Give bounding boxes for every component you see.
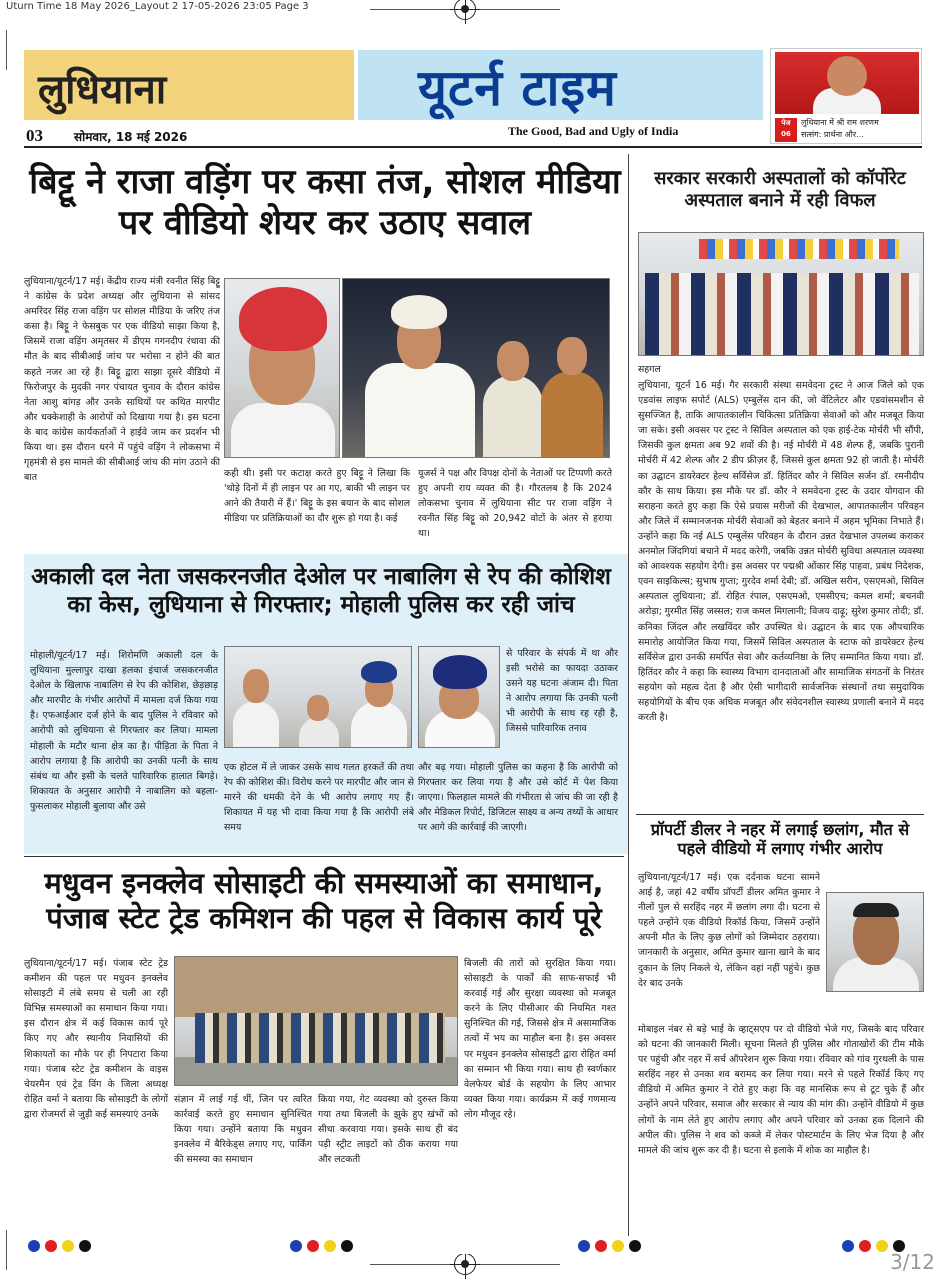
promo-person-face	[827, 56, 867, 96]
issue-date: सोमवार, 18 मई 2026	[74, 130, 188, 144]
masthead-rule	[24, 146, 922, 148]
group-person-1	[233, 701, 279, 748]
story3-headline: मधुवन इनक्लेव सोसाइटी की समस्याओं का समाधान, पंजाब स्टेट ट्रेड कमिशन की पहल से विकास कार्य पूरे	[44, 866, 604, 935]
promo-text	[801, 117, 921, 141]
crop-line-top	[480, 9, 560, 10]
newspaper-page	[18, 42, 930, 1254]
masthead-tagline: The Good, Bad and Ugly of India	[508, 124, 679, 138]
column-divider	[628, 154, 629, 1236]
page-number: 03	[26, 126, 43, 145]
story2-column-3a: से परिवार के संपर्क में था और इसी भरोसे का फायदा उठाकर उसने यह घटना अंजाम दी। पिता ने आरोप लगाया कि उनकी पत्नी भी आरोपी के साथ रह रही है, जिससे पारिवारिक तनाव	[506, 648, 618, 735]
promo-line-1: लुधियाना में श्री राम शरणम	[801, 118, 879, 127]
dot-blue	[842, 1240, 854, 1252]
story1-column-2: कही थी। इसी पर कटाक्ष करते हुए बिट्टू ने लिखा कि 'थोड़े दिनों में ही लाइन पर आ गए, बाकी भी लाइन पर आने की तैयारी में हैं।' बिट्टू के इस बयान के बाद सोशल मीडिया पर प्रतिक्रियाओं का दौर शुरू हो गया है। कई	[224, 468, 410, 525]
dot-red	[595, 1240, 607, 1252]
story5-intro: लुधियाना/यूटर्न/17 मई। एक दर्दनाक घटना सामने आई है, जहां 42 वर्षीय प्रॉपर्टी डीलर अमित कुमार ने नीलों पुल से सरहिंद नहर में छलांग लगा दी। घटना से पहले उन्होंने एक वीडियो रिकॉर्ड किया, जिसमें उन्होंने अपनी मौत के लिए कुछ लोगों को जिम्मेदार ठहराया। जानकारी के अनुसार, अमित कुमार खाना खाने के बाद दुकान के लिए निकले थे, लेकिन वहां नहीं पहुंचे। कुछ देर बाद उनके	[638, 872, 820, 989]
masthead-city: लुधियाना	[38, 67, 167, 113]
section-rule	[24, 856, 624, 857]
dot-yellow	[324, 1240, 336, 1252]
story2-photo-accused	[418, 646, 500, 748]
portrait-shirt	[231, 403, 335, 458]
page-counter: 3/12	[890, 1250, 935, 1274]
dot-red	[307, 1240, 319, 1252]
crop-line-bottom	[480, 1264, 560, 1265]
crowd-person-2	[483, 375, 543, 458]
story2-column-2: एक होटल में ले जाकर उसके साथ गलत हरकतें की तथा रेप की कोशिश की। विरोध करने पर मारपीट और जान से मारने की धमकी देने के भी आरोप लगाए गए हैं। शिकायत में यह भी दावा किया गया है कि आरोपी लंबे समय	[224, 762, 414, 834]
dot-black	[79, 1240, 91, 1252]
print-slug: Uturn Time 18 May 2026_Layout 2 17-05-2026 23:05 Page 3	[6, 1, 309, 12]
group-person-2	[299, 717, 339, 748]
dot-yellow	[612, 1240, 624, 1252]
story5-headline: प्रॉपर्टी डीलर ने नहर में लगाई छलांग, मौत से पहले वीडियो में लगाए गंभीर आरोप	[650, 820, 910, 859]
story3-column-2: संज्ञान में लाई गई थीं, जिन पर त्वरित कार्रवाई करते हुए समाधान सुनिश्चित किया गया। उन्होंने बताया कि मधुवन इनक्लेव में बैरिकेड्स लगाए गए, पार्किंग की समस्या का समाधान	[174, 1094, 312, 1166]
dot-yellow	[62, 1240, 74, 1252]
color-dots-center-right	[578, 1240, 641, 1252]
story5-body: मोबाइल नंबर से बड़े भाई के व्हाट्सएप पर दो वीडियो भेजे गए, जिसके बाद परिवार को घटना की जानकारी मिली। सूचना मिलते ही पुलिस और गोताखोरों की टीम मौके पर पहुंची और नहर में सर्च ऑपरेशन शुरू किया गया। रविवार को गांव गुरथली के पास सरहिंद नहर से उनका शव बरामद कर लिया गया। मरने से पहले रिकॉर्ड किए गए वीडियो में अमित कुमार ने रोते हुए कहा कि वह मानसिक रूप से टूट चुके हैं और उन्होंने अपने परिवार, समाज और सरकार से न्याय की मांग की। उन्होंने वीडियो में कुछ लोगों के नाम लेते हुए आरोप लगाए और अपने परिवार को उनका हक दिलाने की अपील की। पुलिस ने शव को कब्जे में लेकर पोस्टमार्टम के लिए भेज दिया है और मामले की जांच शुरू कर दी है। घटना से इलाके में शोक का माहौल है।	[638, 1024, 924, 1156]
right-section-rule	[636, 814, 924, 815]
dot-blue	[28, 1240, 40, 1252]
color-dots-center	[290, 1240, 353, 1252]
story2-photo-group	[224, 646, 412, 748]
group-person-3	[351, 701, 407, 748]
crowd-person-main-turban	[391, 295, 447, 329]
story2-column-3b: और बढ़ गया। मोहाली पुलिस का कहना है कि आरोपी को गिरफ्तार कर लिया गया है और उसे कोर्ट में पेश किया जाएगा। फिलहाल मामले की गंभीरता से जांच की जा रही है और मेडिकल रिपोर्ट, डिजिटल साक्ष्य व अन्य तथ्यों के आधार पर आगे की कार्रवाई की जाएगी।	[418, 762, 618, 834]
story3-column-1: लुधियाना/यूटर्न/17 मई। पंजाब स्टेट ट्रेड कमीशन की पहल पर मधुवन इनक्लेव सोसाइटी में लंबे समय से चली आ रही विभिन्न समस्याओं का समाधान किया गया। इस दौरान क्षेत्र में कई विकास कार्य पूरे किए गए और स्थानीय निवासियों की शिकायतों का मौके पर ही निपटारा किया गया। पंजाब स्टेट ट्रेड कमीशन के वाइस चेयरमैन एवं ट्रेड विंग के जिला अध्यक्ष रोहित वर्मा ने बताया कि सोसाइटी के लोगों द्वारा रोजमर्रा से जुड़ी कई समस्याएं उनके	[24, 958, 168, 1120]
crowd-person-2-face	[497, 341, 529, 381]
story1-column-3: यूजर्स ने पक्ष और विपक्ष दोनों के नेताओं पर टिप्पणी करते हुए अपनी राय व्यक्त की है। गौरतलब है कि 2024 लोकसभा चुनाव में लुधियाना सीट पर राजा वड़िंग ने रवनीत सिंह बिट्टू को 20,942 वोटों के अंतर से हराया था।	[418, 468, 612, 540]
story4-body: लुधियाना, यूटर्न 16 मई। गैर सरकारी संस्था समवेदना ट्रस्ट ने आज जिले को एक एडवांस लाइफ सपोर्ट (ALS) एम्बुलेंस दान की, जो वेंटिलेटर और एडवांसमशीन से सुसज्जित है, ताकि आपातकालीन चिकित्सा प्रतिक्रिया सेवाओं को और मजबूत किया जा सके। इसी अवसर पर ट्रस्ट ने सिविल अस्पताल को एक हाई-टेक मोर्चरी भी सौंपी, जिसकी कुल क्षमता अब 92 शवों की है। नई मोर्चरी में 48 शेल्फ हैं, जबकि पुरानी मोर्चरी में 42 शेल्फ और 2 डीप फ्रीज़र हैं, जिससे कुल क्षमता 92 हो जाती है। मोर्चरी का उद्घाटन डायरेक्टर हेल्थ सर्विसेज डॉ. हितिंदर कौर ने सिविल सर्जन डॉ. रमनीदीप कौर के साथ किया। इस मौके पर डॉ. कौर ने समवेदना ट्रस्ट के उदार योगदान की सराहना करते हुए कहा कि ऐसे प्रयास मरीजों की देखभाल, आपातकालीन परिवहन और जिले में सम्मानजनक मोर्चरी सेवाओं को बेहतर बनाने में अहम भूमिका निभाते हैं। उन्होंने कहा कि नई ALS एम्बुलेंस परिवहन के दौरान उन्नत देखभाल उपलब्ध कराकर अनमोल जिंदगियां बचाने में मदद करेगी, जबकि उन्नत मोर्चरी सुविधा अस्पताल व्यवस्था को आवश्यक सहयोग देगी। इस अवसर पर पद्मश्री ओंकार सिंह पाहवा, प्रबंध निदेशक, एवन साइकिल्स; सुभाष गुप्ता; गुरदेव शर्मा देबी; डॉ. अखिल सरीन, एसएमओ, सिविल अस्पताल लुधियाना; डॉ. रोहित रंपाल, एसएमओ, एमसीएच; कमल शर्मा; बचनवी अरोड़ा; गुरमीत सिंह जस्सल; राज कमल मिगलानी; विजय दाढ़ू; सुरेश कुमार तोदी; डॉ. कनिका जिंदल और लखविंदर कौर उपस्थित थे। उद्घाटन के बाद एक औपचारिक समारोह आयोजित किया गया, जिसमें सिविल अस्पताल के स्टाफ को डायरेक्टर हेल्थ सर्विसेज द्वारा उनकी समर्पित सेवा और कर्तव्यनिष्ठा के लिए सम्मानित किया गया। डॉ. हितिंदर कौर ने कहा कि स्वास्थ्य विभाग दानदाताओं और सामाजिक संगठनों के निरंतर सहयोग को महत्व देता है और ऐसी भागीदारी सार्वजनिक संस्थानों तथा समुदायिक सहयोगियों के बीच एक अधिक मजबूत और संवेदनशील स्वास्थ्य प्रणाली बनाने में मदद करती है।	[638, 380, 924, 724]
promo-line-2: सत्संग: प्रार्थना और...	[801, 130, 864, 139]
ambulance-balloons	[699, 239, 899, 259]
ambulance-people	[645, 273, 919, 356]
victim-hair	[853, 903, 899, 917]
dot-red	[45, 1240, 57, 1252]
dot-black	[629, 1240, 641, 1252]
story1-photo-crowd	[342, 278, 610, 458]
promo-page-label: पेज	[781, 119, 791, 127]
crop-line-top	[370, 9, 450, 10]
dot-black	[341, 1240, 353, 1252]
accused-turban	[433, 655, 487, 689]
dot-blue	[290, 1240, 302, 1252]
story4-headline: सरकार सरकारी अस्पतालों को कॉर्पोरेट अस्पताल बनाने में रही विफल	[654, 168, 906, 211]
dot-yellow	[876, 1240, 888, 1252]
portrait-turban	[239, 287, 327, 351]
dot-red	[859, 1240, 871, 1252]
color-dots-left	[28, 1240, 91, 1252]
crowd-person-main-shirt	[365, 363, 475, 458]
crop-line-bottom	[370, 1264, 450, 1265]
society-people	[195, 1013, 445, 1063]
group-person-2-face	[307, 695, 329, 721]
crowd-person-3	[541, 371, 603, 458]
story1-photo-portrait	[224, 278, 340, 458]
story4-photo-ambulance	[638, 232, 924, 356]
group-person-3-turban	[361, 661, 397, 683]
story2-headline: अकाली दल नेता जसकरनजीत देओल पर नाबालिग से रेप की कोशिश का केस, लुधियाना से गिरफ्तार; मोहाली पुलिस कर रही जांच	[31, 564, 611, 618]
story3-column-3: किया गया, गेट व्यवस्था को दुरुस्त किया गया तथा बिजली के झुके हुए खंभों को सीधा करवाया गया। इसके साथ ही बंद पड़ी स्ट्रीट लाइटों को ठीक कराया गया और लटकती	[318, 1094, 458, 1166]
crowd-person-3-face	[557, 337, 587, 375]
dot-blue	[578, 1240, 590, 1252]
masthead-title-panel	[358, 50, 763, 120]
promo-photo	[775, 52, 919, 114]
promo-page-number: 06	[781, 130, 791, 138]
crop-line-left	[6, 1230, 7, 1270]
promo-page-badge	[775, 118, 797, 142]
story3-photo-society	[174, 956, 458, 1086]
registration-mark-top	[454, 0, 476, 20]
promo-box[interactable]	[770, 48, 922, 144]
group-person-1-face	[243, 669, 269, 703]
story1-headline: बिट्टू ने राजा वड़िंग पर कसा तंज, सोशल मीडिया पर वीडियो शेयर कर उठाए सवाल	[29, 162, 621, 243]
society-building	[175, 957, 458, 1017]
crop-line-left	[6, 30, 7, 70]
story5-photo-victim	[826, 892, 924, 992]
masthead-title: यूटर्न टाइम	[418, 59, 617, 117]
registration-mark-bottom	[454, 1253, 476, 1275]
masthead-city-panel	[24, 50, 354, 120]
story4-dateline: सहगल	[638, 364, 661, 375]
story1-column-1: लुधियाना/यूटर्न/17 मई। केंद्रीय राज्य मंत्री रवनीत सिंह बिट्टू ने कांग्रेस के प्रदेश अध्यक्ष और लुधियाना से सांसद अमरिंदर सिंह राजा वड़िंग पर सोशल मीडिया के जरिए तंज कसा है। बिट्टू ने फेसबुक पर एक वीडियो साझा किया है, जिसमें राजा वड़िंग अमृतसर में डीएम गगनदीप रंधावा की मौत के बाद सीबीआई जांच पर भरोसा न होने की बात कहते नजर आ रहे हैं। बिट्टू द्वारा साझा दूसरे वीडियो में फिरोजपुर के मुदकी नगर पंचायत चुनाव के दौरान कांग्रेस नेता आशु बांगड़ और उनके साथियों पर कथित मारपीट और धक्केशाही के आरोपों को दिखाया गया है। इस घटना के बाद कांग्रेस कार्यकर्ताओं ने हाईवे जाम कर प्रदर्शन भी किया था। इस दौरान धरने में पहुंचे वड़िंग ने लोकसभा में गृहमंत्री से इस मामले की सीबीआई जांच की मांग उठाने की बात	[24, 276, 220, 484]
story3-column-4: बिजली की तारों को सुरक्षित किया गया। सोसाइटी के पार्कों की साफ-सफाई भी करवाई गई और सुरक्षा व्यवस्था को मजबूत करने के लिए पीसीआर की नियमित गश्त सुनिश्चित की गई, जिससे क्षेत्र में असामाजिक तत्वों में भय का माहौल बना है। इस अवसर पर मधुवन इनक्लेव सोसाइटी द्वारा रोहित वर्मा का सम्मान भी किया गया। साथ ही स्वर्णकार वेलफेयर बोर्ड के सहयोग के लिए आभार व्यक्त किया गया। कार्यक्रम में कई गणमान्य लोग मौजूद रहे।	[464, 958, 616, 1120]
story2-column-1: मोहाली/यूटर्न/17 मई। शिरोमणि अकाली दल के लुधियाना मुल्लापुर दाखा हलका इंचार्ज जसकरनजीत देओल के खिलाफ नाबालिग से रेप की कोशिश, छेड़छाड़ और मारपीट के गंभीर आरोपों में मामला दर्ज किया गया है। एफआईआर दर्ज होने के बाद पुलिस ने रविवार को आरोपी को लुधियाना से गिरफ्तार कर लिया। मामला मोहाली के मटौर थाना क्षेत्र का है। पीड़िता के पिता ने आरोप लगाया है कि आरोपी का उनकी पत्नी के साथ संबंध था और इसी के चलते पारिवारिक हालात बिगड़े। शिकायत के अनुसार आरोपी ने नाबालिग को बहला-फुसलाकर मोहाली बुलाया और उसे	[30, 650, 218, 812]
